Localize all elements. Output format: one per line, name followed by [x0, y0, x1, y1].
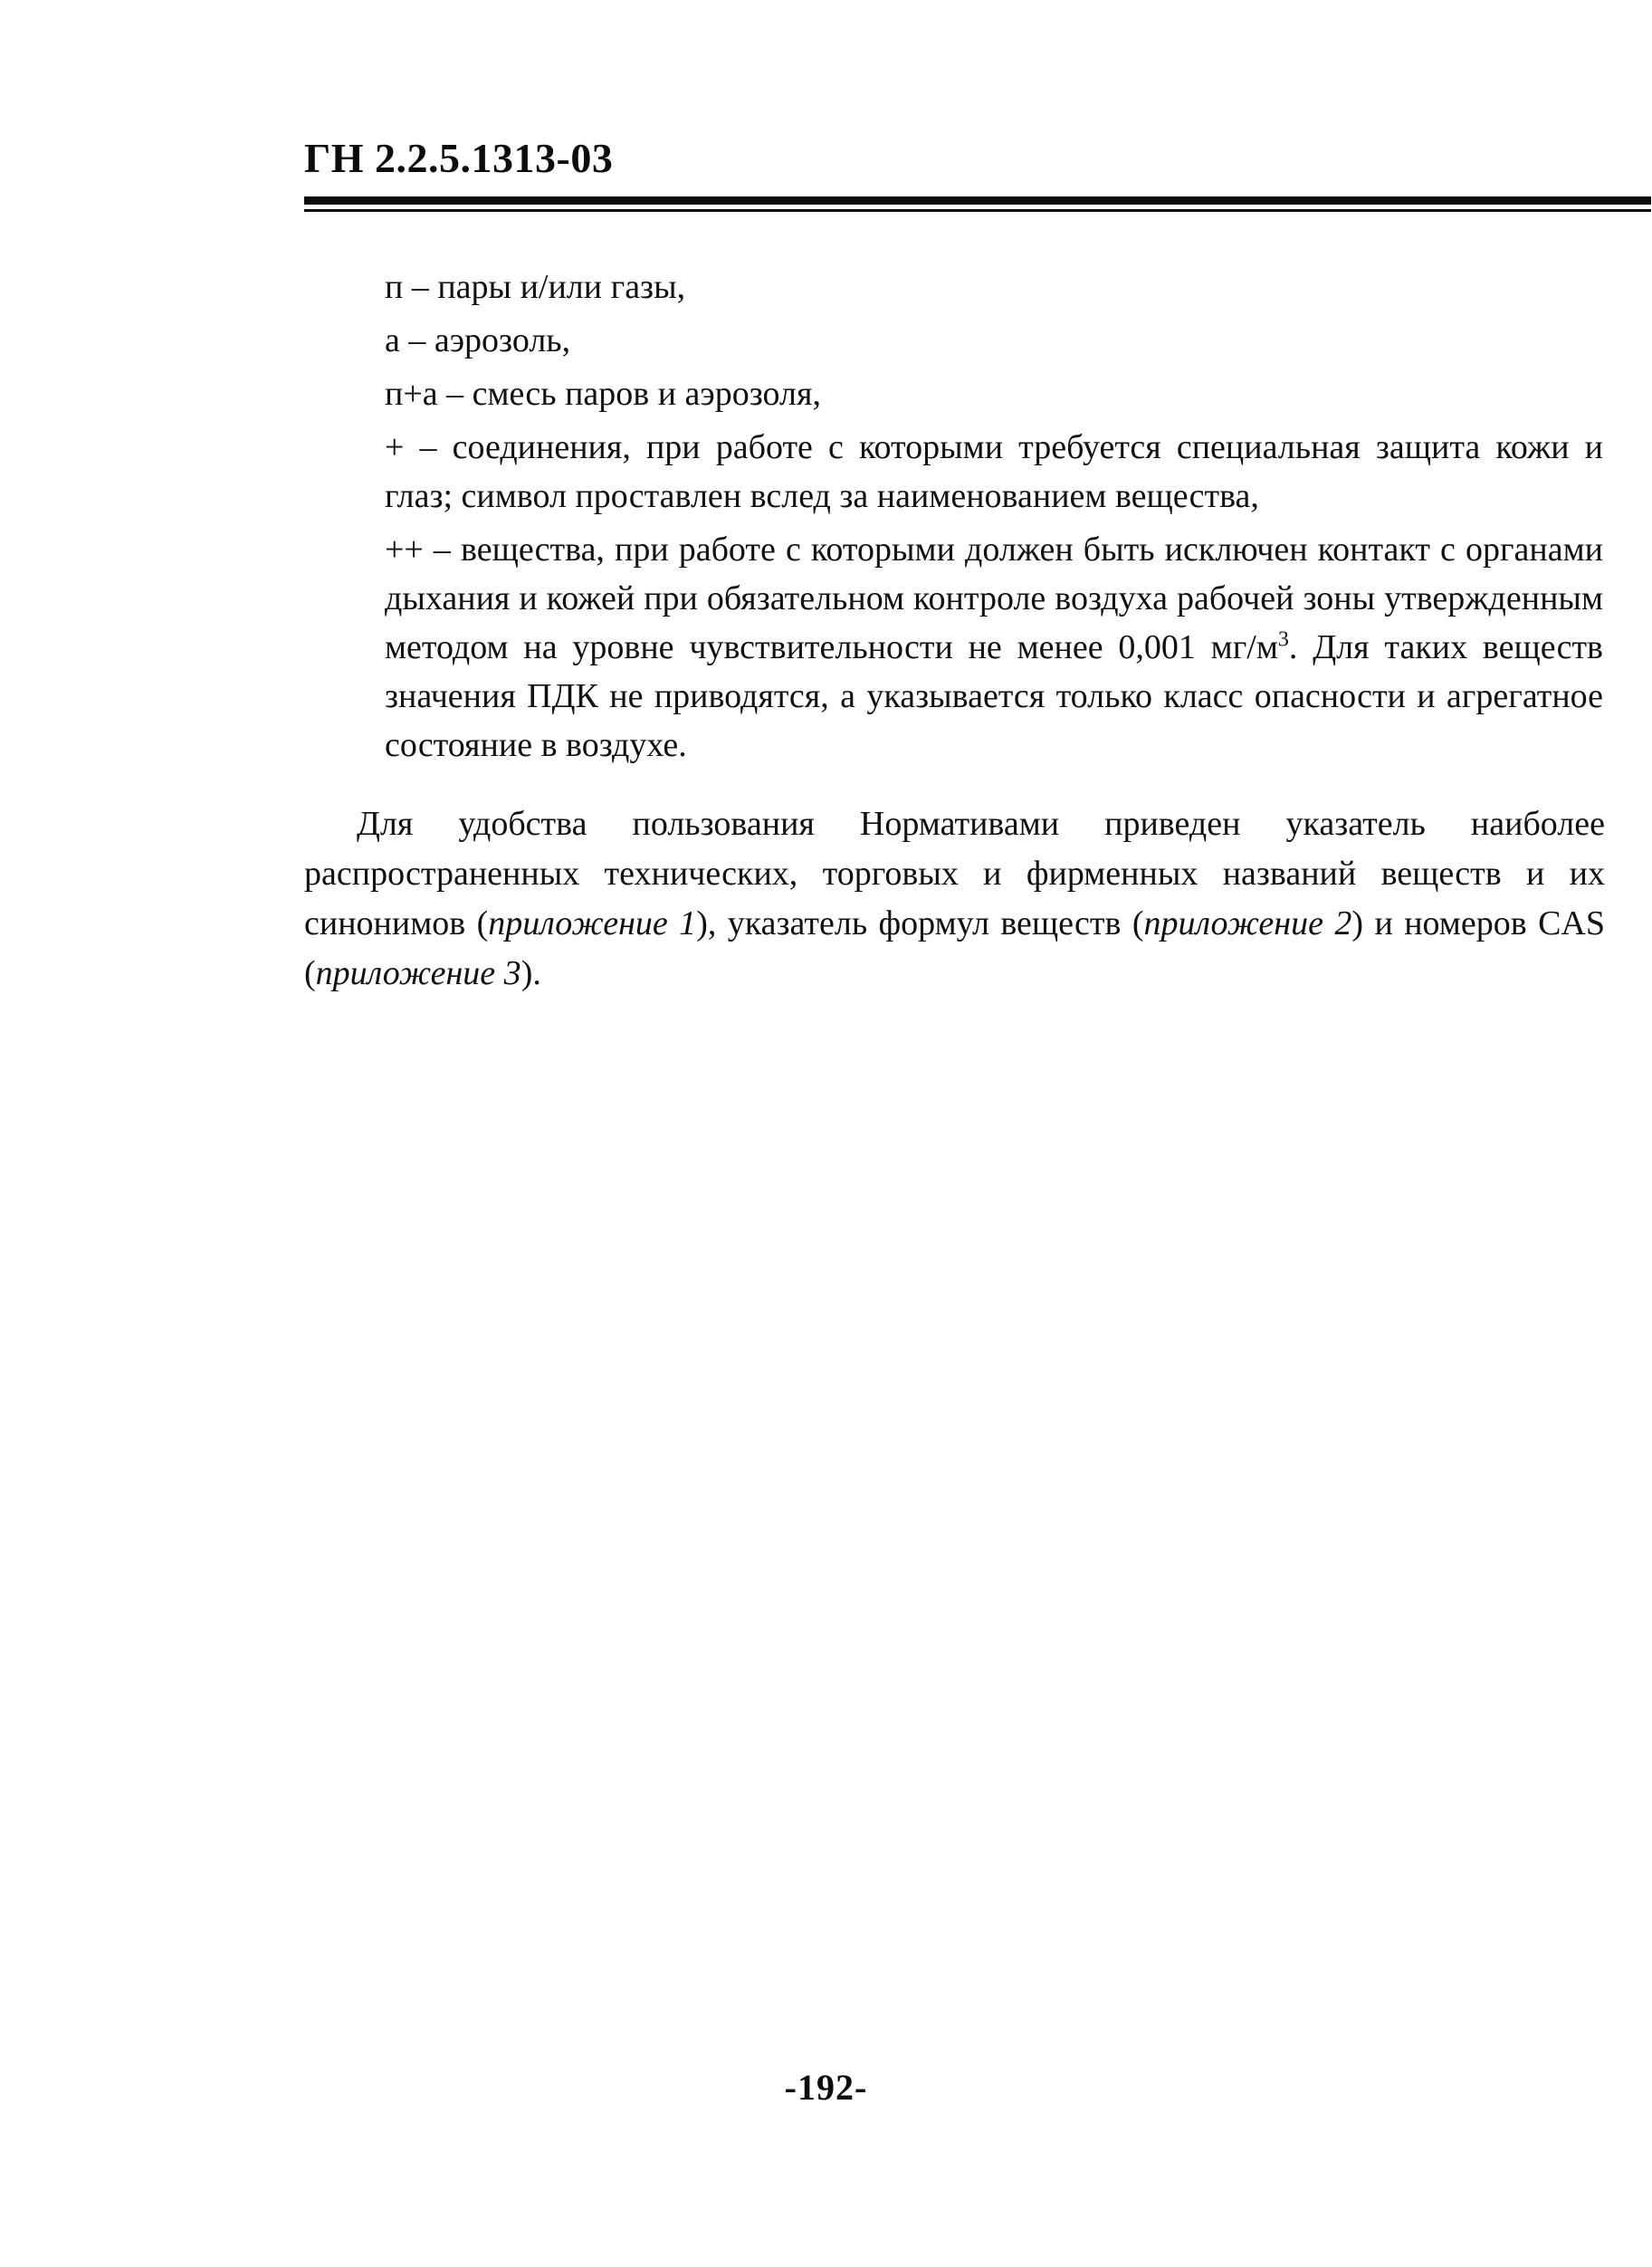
legend-item-aerosol	[385, 316, 1603, 365]
legend-symbol: ++	[385, 531, 424, 569]
header-rule-thick	[304, 196, 1651, 205]
legend-text: – вещества, при работе с которыми должен быть исключен контакт с органами дыхания и кожей при обязательном контроле воздуха рабочей зоны утвержденным методом на уровне чувствительности не менее 0,001 мг/м	[385, 531, 1603, 666]
legend-symbol: +	[385, 428, 405, 466]
legend-text-continued: . Для таких веществ значения ПДК не приводятся, а указывается только класс опасности и агрегатное состояние в воздухе.	[385, 628, 1604, 764]
paragraph-text: ) и номеров CAS (	[304, 904, 1605, 992]
legend-symbol: п	[385, 268, 404, 306]
legend-item-skin-eye-protection	[385, 423, 1603, 521]
legend-text: – смесь паров и аэрозоля,	[437, 375, 821, 413]
appendix-1-reference: приложение 1	[488, 904, 697, 942]
legend-item-mixture	[385, 369, 1603, 418]
document-code-header: ГН 2.2.5.1313-03	[304, 135, 614, 181]
state-legend-list	[385, 263, 1603, 774]
legend-text: – пары и/или газы,	[403, 268, 686, 306]
legend-item-vapors	[385, 263, 1603, 311]
paragraph-text: ).	[520, 954, 541, 992]
page-number: -192-	[784, 2067, 868, 2108]
header-rule-thin	[304, 209, 1651, 212]
paragraph-text: Для удобства пользования Нормативами приведен указатель наиболее распространенных технических, торговых и фирменных названий веществ и их синонимов (	[304, 805, 1605, 942]
paragraph-text: ), указатель формул веществ (	[696, 904, 1144, 942]
legend-symbol: п+а	[385, 375, 438, 413]
appendix-reference-paragraph	[304, 799, 1605, 999]
legend-text: – соединения, при работе с которыми требуется специальная защита кожи и глаз; символ проставлен вслед за наименованием вещества,	[385, 428, 1603, 515]
appendix-2-reference: приложение 2	[1143, 904, 1352, 942]
legend-symbol: а	[385, 321, 400, 359]
superscript-cube: 3	[1277, 627, 1289, 652]
appendix-3-reference: приложение 3	[315, 954, 521, 992]
legend-item-contact-excluded	[385, 525, 1603, 770]
legend-text: – аэрозоль,	[399, 321, 571, 359]
